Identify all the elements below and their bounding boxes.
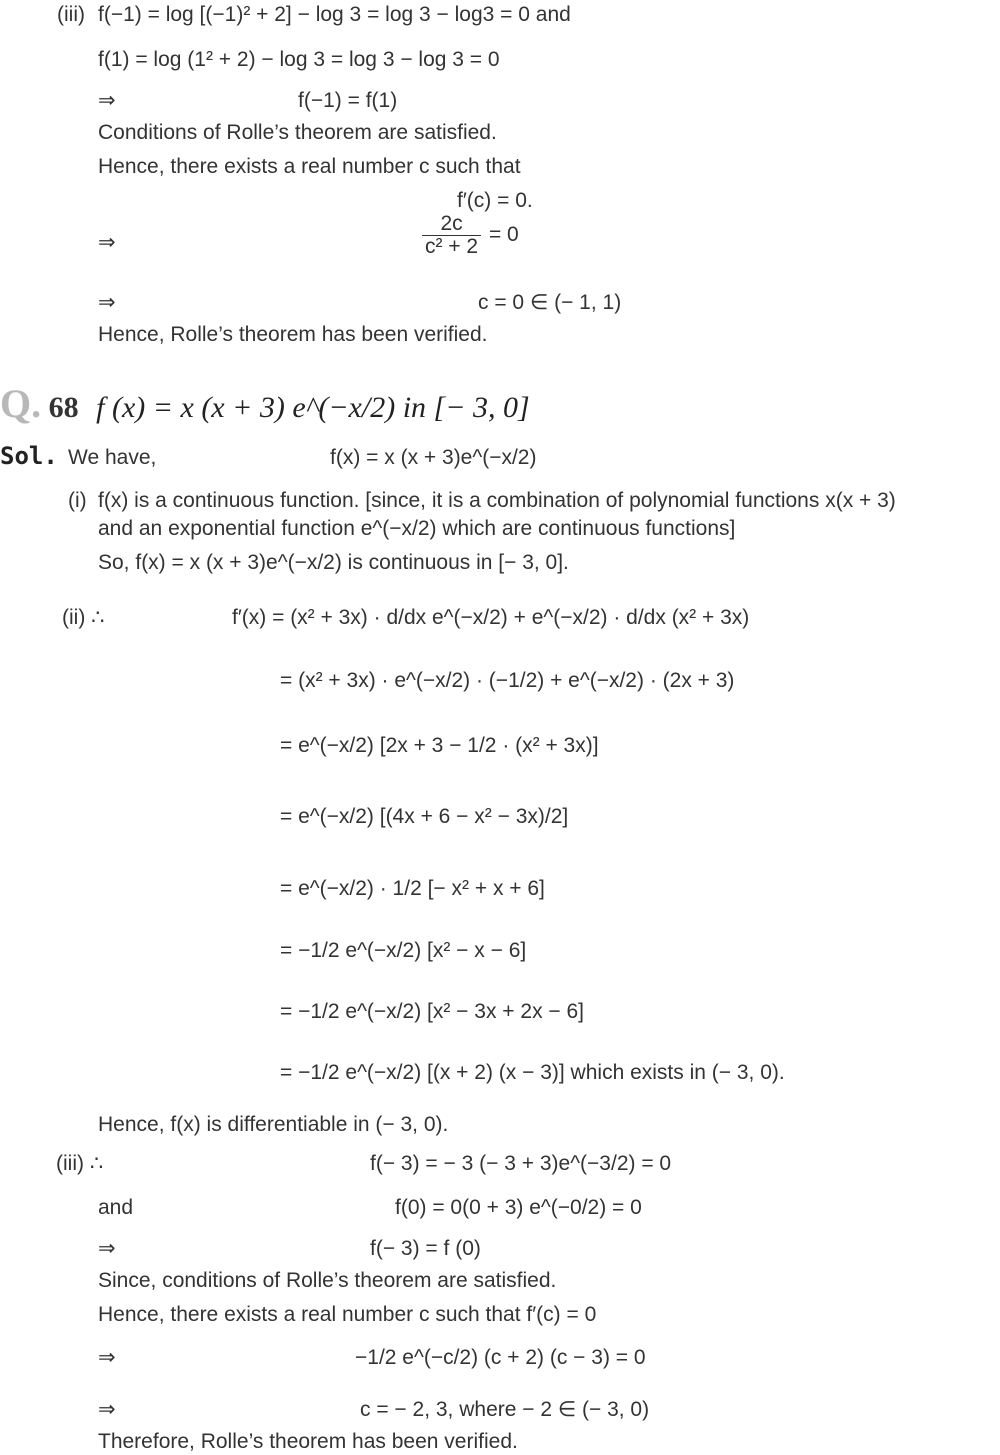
part-i-line2: and an exponential function e^(−x/2) which are continuous functions] <box>98 517 736 540</box>
part-iii-line3: f(− 3) = f (0) <box>370 1237 481 1260</box>
derivation-step: = −1/2 e^(−x/2) [x² − 3x + 2x − 6] <box>280 1000 585 1023</box>
prev-iii-line1-text: f(−1) = log [(−1)² + 2] − log 3 = log 3 − log3 = 0 and <box>98 3 571 26</box>
derivation-step: = e^(−x/2) · 1/2 [− x² + x + 6] <box>280 877 545 900</box>
part-iii-line7: c = − 2, 3, where − 2 ∈ (− 3, 0) <box>360 1398 650 1421</box>
prev-iii-line8: c = 0 ∈ (− 1, 1) <box>478 291 622 314</box>
part-iii-line2: f(0) = 0(0 + 3) e^(−0/2) = 0 <box>395 1196 642 1219</box>
fraction-denominator: c² + 2 <box>425 235 479 258</box>
derivation-step: = −1/2 e^(−x/2) [(x + 2) (x − 3)] which exists in (− 3, 0). <box>280 1061 785 1084</box>
prev-iii-line6: f′(c) = 0. <box>457 189 533 212</box>
prev-iii-line1 <box>98 2 571 28</box>
prev-iii-marker: (iii) <box>57 3 85 26</box>
prev-iii-line2: f(1) = log (1² + 2) − log 3 = log 3 − log 3 = 0 <box>98 48 500 71</box>
solution-given: f(x) = x (x + 3)e^(−x/2) <box>330 446 537 469</box>
part-iii-line6: −1/2 e^(−c/2) (c + 2) (c − 3) = 0 <box>355 1346 646 1369</box>
derivation-step: = (x² + 3x) · e^(−x/2) · (−1/2) + e^(−x/2) · (2x + 3) <box>280 669 735 692</box>
implies-arrow: ⇒ <box>98 1237 116 1260</box>
fraction <box>422 213 481 258</box>
derivation-step: = e^(−x/2) [2x + 3 − 1/2 · (x² + 3x)] <box>280 734 599 757</box>
prev-iii-fraction-eq <box>420 213 519 258</box>
part-ii-marker: (ii) ∴ <box>62 606 105 629</box>
question-label: Q. <box>0 381 42 426</box>
implies-arrow: ⇒ <box>98 231 116 254</box>
part-ii-conclusion: Hence, f(x) is differentiable in (− 3, 0). <box>98 1113 449 1136</box>
prev-iii-line9: Hence, Rolle’s theorem has been verified. <box>98 323 488 346</box>
prev-iii-line5: Hence, there exists a real number c such that <box>98 155 521 178</box>
question-statement: f (x) = x (x + 3) e^(−x/2) in [− 3, 0] <box>96 391 530 424</box>
part-iii-line5: Hence, there exists a real number c such that f′(c) = 0 <box>98 1303 597 1326</box>
derivation-step: = e^(−x/2) [(4x + 6 − x² − 3x)/2] <box>280 805 569 828</box>
derivation-step: f′(x) = (x² + 3x) · d/dx e^(−x/2) + e^(−x/2) · d/dx (x² + 3x) <box>232 606 750 629</box>
prev-iii-line3: f(−1) = f(1) <box>298 89 398 112</box>
derivation-step: = −1/2 e^(−x/2) [x² − x − 6] <box>280 939 527 962</box>
part-i-line3: So, f(x) = x (x + 3)e^(−x/2) is continuous in [− 3, 0]. <box>98 551 569 574</box>
implies-arrow: ⇒ <box>98 1398 116 1421</box>
implies-arrow: ⇒ <box>98 291 116 314</box>
part-iii-and: and <box>98 1196 134 1219</box>
part-i-line1: f(x) is a continuous function. [since, it is a combination of polynomial functions x(x + 3) <box>98 489 896 512</box>
solution-intro: We have, <box>68 446 157 469</box>
part-iii-line8: Therefore, Rolle’s theorem has been verified. <box>98 1430 518 1453</box>
equals-zero: = 0 <box>488 223 519 247</box>
fraction-numerator: 2c <box>422 213 481 236</box>
part-iii-marker: (iii) ∴ <box>56 1152 104 1175</box>
solution-label: Sol. <box>0 442 58 470</box>
question-number: 68 <box>48 391 79 424</box>
part-i-marker: (i) <box>68 489 87 512</box>
implies-arrow: ⇒ <box>98 89 116 112</box>
implies-arrow: ⇒ <box>98 1346 116 1369</box>
prev-iii-line4: Conditions of Rolle’s theorem are satisfied. <box>98 121 497 144</box>
part-iii-line1: f(− 3) = − 3 (− 3 + 3)e^(−3/2) = 0 <box>370 1152 672 1175</box>
part-iii-line4: Since, conditions of Rolle’s theorem are satisfied. <box>98 1269 557 1292</box>
question-heading <box>0 381 530 428</box>
